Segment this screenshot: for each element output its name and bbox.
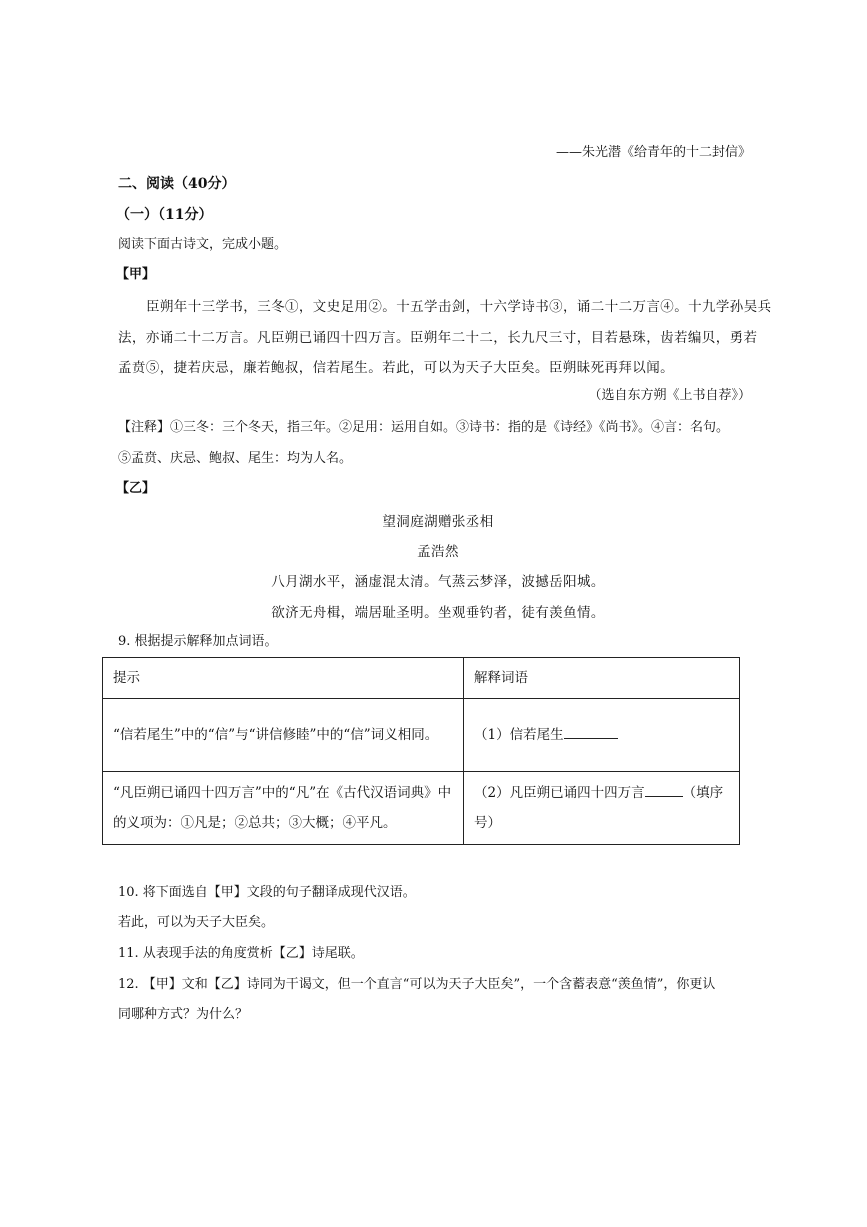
question-9-table xyxy=(102,657,740,845)
jia-text-line-2: 法，亦诵二十二万言。凡臣朔已诵四十四万言。臣朔年二十二，长九尺三寸，目若悬珠，齿若编贝，勇若 xyxy=(118,330,758,346)
yi-label: 【乙】 xyxy=(116,481,156,496)
answer-blank[interactable] xyxy=(564,724,618,739)
table-header-answer: 解释词语 xyxy=(464,658,740,699)
table-cell-answer xyxy=(464,699,740,772)
notes-line-2: ⑤孟贲、庆忌、鲍叔、尾生：均为人名。 xyxy=(118,451,353,466)
table-cell-answer xyxy=(464,772,740,845)
question-10-sentence: 若此，可以为天子大臣矣。 xyxy=(118,915,275,930)
poem-title: 望洞庭湖赠张丞相 xyxy=(382,514,494,530)
question-12-line-2: 同哪种方式？为什么？ xyxy=(118,1007,249,1022)
notes-line-1: 【注释】①三冬：三个冬天，指三年。②足用：运用自如。③诗书：指的是《诗经》《尚书》。④言：名句。 xyxy=(118,420,730,435)
question-11: 11. 从表现手法的角度赏析【乙】诗尾联。 xyxy=(118,946,364,961)
table-row xyxy=(103,772,740,845)
jia-text-line-3: 孟贲⑤，捷若庆忌，廉若鲍叔，信若尾生。若此，可以为天子大臣矣。臣朔昧死再拜以闻。 xyxy=(118,360,674,376)
quote-source: ——朱光潜《给青年的十二封信》 xyxy=(555,145,751,160)
reading-instruction: 阅读下面古诗文，完成小题。 xyxy=(118,237,288,252)
jia-text-line-1: 臣朔年十三学书，三冬①，文史足用②。十五学击剑，十六学诗书③，诵二十二万言④。十九学孙吴兵 xyxy=(146,299,772,315)
jia-source: （选自东方朔《上书自荐》） xyxy=(588,388,751,403)
poem-line-2: 欲济无舟楫，端居耻圣明。坐观垂钓者，徒有羡鱼情。 xyxy=(271,605,605,621)
answer-suffix: （填序号） xyxy=(474,785,724,831)
answer-text: （2）凡臣朔已诵四十四万言 xyxy=(474,785,645,801)
question-9: 9. 根据提示解释加点词语。 xyxy=(118,634,278,649)
jia-label: 【甲】 xyxy=(116,267,156,282)
question-12-line-1: 12. 【甲】文和【乙】诗同为干谒文，但一个直言“可以为天子大臣矣”，一个含蓄表意“羡鱼情”，你更认 xyxy=(118,977,716,992)
part-title: （一）（11分） xyxy=(116,207,213,223)
table-cell-hint: “凡臣朔已诵四十四万言”中的“凡”在《古代汉语词典》中的义项为：①凡是；②总共；③大概；④平凡。 xyxy=(103,772,464,845)
table-header-row xyxy=(103,658,740,699)
table-row xyxy=(103,699,740,772)
answer-blank[interactable] xyxy=(645,782,683,797)
poem-author: 孟浩然 xyxy=(417,544,459,560)
question-10: 10. 将下面选自【甲】文段的句子翻译成现代汉语。 xyxy=(118,885,416,900)
answer-text: （1）信若尾生 xyxy=(474,727,564,743)
table-cell-hint: “信若尾生”中的“信”与“讲信修睦”中的“信”词义相同。 xyxy=(103,699,464,772)
section-title: 二、阅读（40分） xyxy=(118,176,236,192)
poem-line-1: 八月湖水平，涵虚混太清。气蒸云梦泽，波撼岳阳城。 xyxy=(271,574,605,590)
table-header-hint: 提示 xyxy=(103,658,464,699)
